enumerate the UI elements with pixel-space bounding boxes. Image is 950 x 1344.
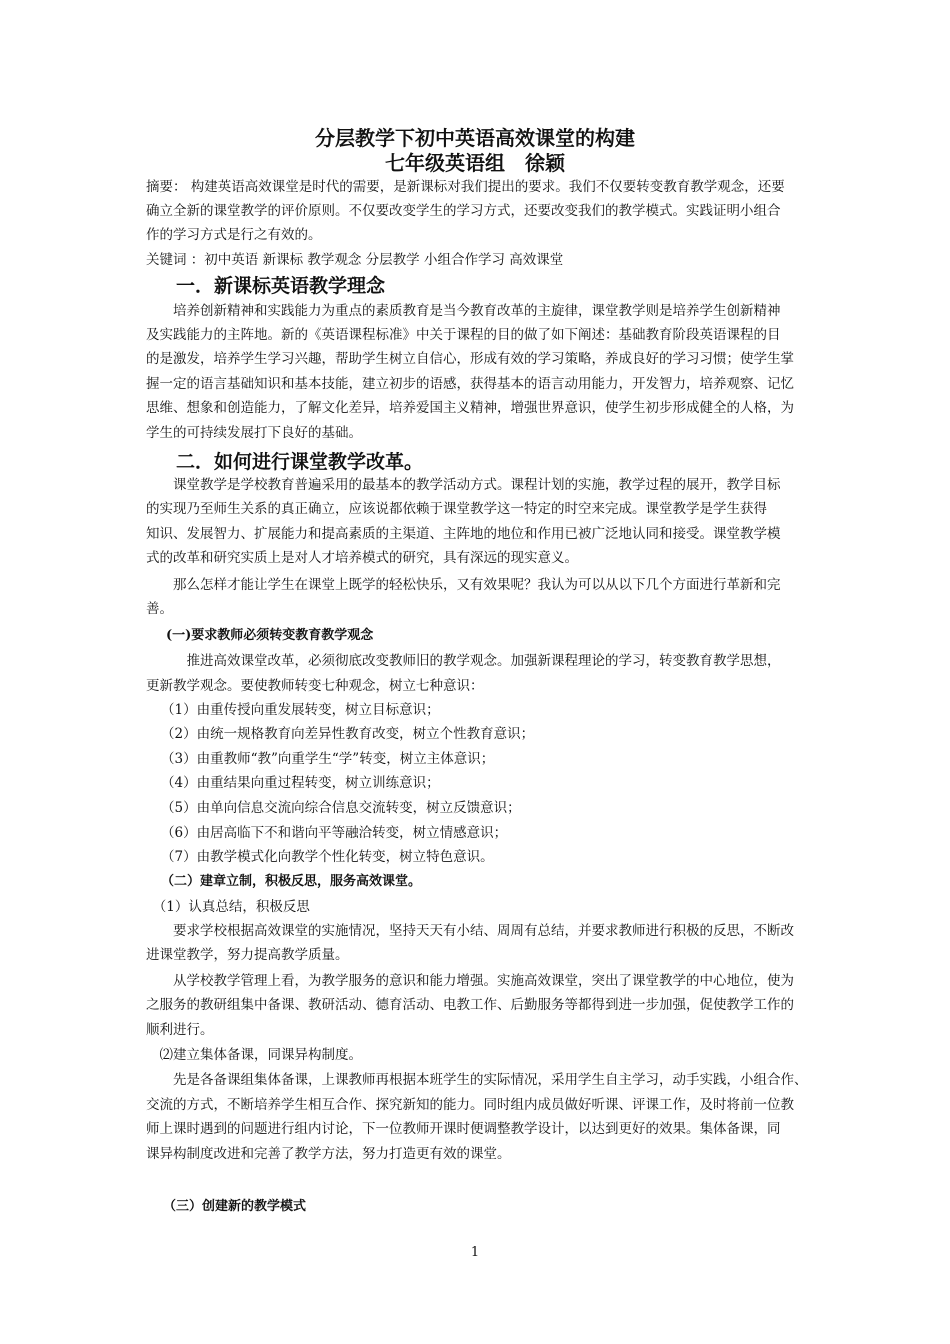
- paragraph-line: 从学校教学管理上看，为教学服务的意识和能力增强。实施高效课堂，突出了课堂教学的中心地位，使为: [146, 973, 794, 989]
- paragraph-line: 课堂教学是学校教育普遍采用的最基本的教学活动方式。课程计划的实施，教学过程的展开，教学目标: [146, 477, 781, 493]
- list-item: （1）由重传授向重发展转变，树立目标意识；: [161, 702, 440, 718]
- list-item: （2）由统一规格教育向差异性教育改变，树立个性教育意识；: [161, 726, 535, 742]
- list-item: （3）由重教师“教”向重学生“学”转变，树立主体意识；: [161, 751, 495, 767]
- paragraph-line: 思维、想象和创造能力，了解文化差异，培养爱国主义精神，增强世界意识，使学生初步形成健全的人格，为: [146, 400, 794, 416]
- abstract-line: 摘要： 构建英语高效课堂是时代的需要，是新课标对我们提出的要求。我们不仅要转变教育教学观念，还要: [146, 179, 785, 195]
- paragraph-line: （1）认真总结，积极反思: [146, 899, 310, 915]
- paragraph-line: ⑵建立集体备课，同课异构制度。: [146, 1047, 362, 1063]
- list-item: （5）由单向信息交流向综合信息交流转变，树立反馈意识；: [161, 800, 521, 816]
- paragraph-line: 那么怎样才能让学生在课堂上既学的轻松快乐，又有效果呢？我认为可以从以下几个方面进行革新和完: [146, 577, 781, 593]
- paragraph-line: 之服务的教研组集中备课、教研活动、德育活动、电教工作、后勤服务等都得到进一步加强，促使教学工作的: [146, 997, 794, 1013]
- paragraph-line: 交流的方式，不断培养学生相互合作、探究新知的能力。同时组内成员做好听课、评课工作，及时将前一位教: [146, 1097, 794, 1113]
- paragraph-line: 式的改革和研究实质上是对人才培养模式的研究，具有深远的现实意义。: [146, 550, 578, 566]
- paragraph-line: 要求学校根据高效课堂的实施情况，坚持天天有小结、周周有总结，并要求教师进行积极的反思，不断改: [146, 923, 794, 939]
- subsection-heading-1: (一)要求教师必须转变教育教学观念: [166, 628, 374, 643]
- keywords-line: 关键词 ：初中英语 新课标 教学观念 分层教学 小组合作学习 高效课堂: [146, 252, 564, 268]
- author-line: 七年级英语组 徐颖: [385, 151, 565, 175]
- paragraph-line: 的是激发，培养学生学习兴趣，帮助学生树立自信心，形成有效的学习策略，养成良好的学习习惯；使学生掌: [146, 351, 794, 367]
- paragraph-line: 课异构制度改进和完善了教学方法，努力打造更有效的课堂。: [146, 1146, 511, 1162]
- paragraph-line: 学生的可持续发展打下良好的基础。: [146, 425, 362, 441]
- paragraph-line: 培养创新精神和实践能力为重点的素质教育是当今教育改革的主旋律，课堂教学则是培养学生创新精神: [146, 303, 781, 319]
- paragraph-line: 知识、发展智力、扩展能力和提高素质的主渠道、主阵地的地位和作用已被广泛地认同和接受。课堂教学模: [146, 526, 781, 542]
- paragraph-line: 更新教学观念。要使教师转变七种观念，树立七种意识：: [146, 678, 484, 694]
- section-heading-2: 二．如何进行课堂教学改革。: [176, 451, 424, 473]
- paragraph-line: 进课堂教学，努力提高教学质量。: [146, 947, 349, 963]
- paragraph-line: 及实践能力的主阵地。新的《英语课程标准》中关于课程的目的做了如下阐述：基础教育阶段英语课程的目: [146, 327, 781, 343]
- paragraph-line: 顺利进行。: [146, 1022, 214, 1038]
- paragraph-line: 握一定的语言基础知识和基本技能，建立初步的语感，获得基本的语言动用能力，开发智力，培养观察、记忆: [146, 376, 794, 392]
- paragraph-line: 的实现乃至师生关系的真正确立，应该说都依赖于课堂教学这一特定的时空来完成。课堂教学是学生获得: [146, 501, 767, 517]
- list-item: （6）由居高临下不和谐向平等融洽转变，树立情感意识；: [161, 825, 508, 841]
- paragraph-line: 师上课时遇到的问题进行组内讨论，下一位教师开课时便调整教学设计，以达到更好的效果。集体备课，同: [146, 1121, 781, 1137]
- paragraph-line: 推进高效课堂改革，必须彻底改变教师旧的教学观念。加强新课程理论的学习，转变教育教学思想，: [146, 653, 781, 669]
- abstract-line: 确立全新的课堂教学的评价原则。不仅要改变学生的学习方式，还要改变我们的教学模式。实践证明小组合: [146, 203, 781, 219]
- subsection-heading-2: （二）建章立制，积极反思，服务高效课堂。: [161, 874, 422, 889]
- list-item: （7）由教学模式化向教学个性化转变，树立特色意识。: [161, 849, 494, 865]
- document-title: 分层教学下初中英语高效课堂的构建: [315, 126, 635, 150]
- subsection-heading-3: （三）创建新的教学模式: [163, 1199, 307, 1214]
- list-item: （4）由重结果向重过程转变，树立训练意识；: [161, 775, 440, 791]
- abstract-line: 作的学习方式是行之有效的。: [146, 227, 322, 243]
- section-heading-1: 一．新课标英语教学理念: [176, 275, 386, 297]
- paragraph-line: 善。: [146, 601, 173, 617]
- paragraph-line: 先是各备课组集体备课，上课教师再根据本班学生的实际情况，采用学生自主学习，动手实践，小组合作、: [146, 1072, 808, 1088]
- page-number: 1: [470, 1245, 480, 1260]
